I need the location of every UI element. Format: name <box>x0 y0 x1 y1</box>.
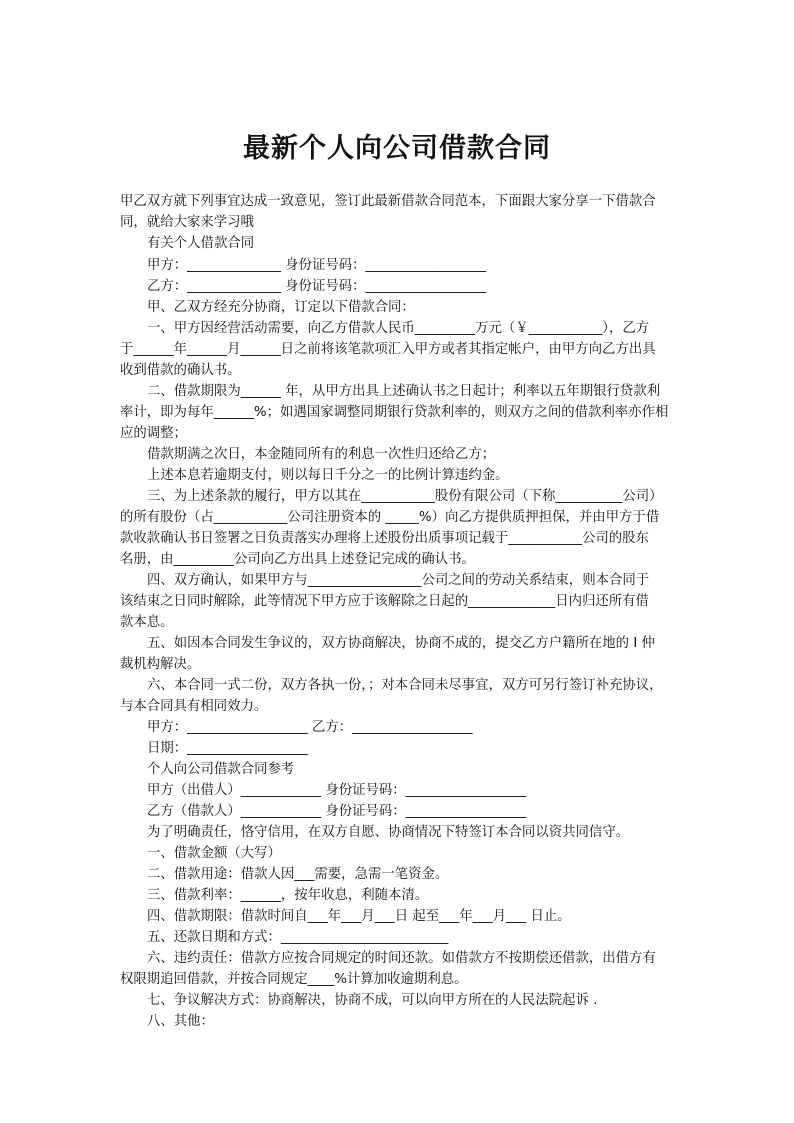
paragraph-line: 四、双方确认，如果甲方与_________________公司之间的劳动关系结束，则本合同于 <box>147 573 650 588</box>
paragraph-line: 上述本息若逾期支付，则以每日千分之一的比例计算违约金。 <box>147 468 509 483</box>
paragraph-line: 应的调整； <box>120 426 187 441</box>
paragraph-line: 为了明确责任，恪守信用，在双方自愿、协商情况下特签订本合同以资共同信守。 <box>147 825 630 840</box>
paragraph-line: 于______年______月______日之前将该笔款项汇入甲方或者其指定帐户，由甲方向乙方出具 <box>120 342 656 357</box>
paragraph-line: 同，就给大家来学习哦 <box>120 215 254 230</box>
signature-line: 甲方：__________________ 乙方：__________________ <box>147 720 473 735</box>
paragraph-line: 的所有股份（占___________公司注册资本的 _____%）向乙方提供质押担保，并由甲方于借 <box>120 510 660 525</box>
paragraph-line: 借款期满之次日，本金随同所有的利息一次性归还给乙方； <box>147 447 496 462</box>
paragraph-line: 四、借款期限：借款时间自___年___月___日 起至___年___月___ 日止。 <box>147 909 571 924</box>
paragraph-line: 有关个人借款合同 <box>147 236 255 251</box>
paragraph-line: 一、甲方因经营活动需要，向乙方借款人民币_________万元（￥___________），乙方 <box>147 321 650 336</box>
paragraph-line: 五、如因本合同发生争议的，双方协商解决，协商不成的，提交乙方户籍所在地的 I 仲 <box>147 636 655 651</box>
paragraph-line: 甲乙双方就下列事宜达成一致意见，签订此最新借款合同范本，下面跟大家分享一下借款合 <box>120 194 656 209</box>
paragraph-line: 乙方（借款人）____________ 身份证号码：__________________ <box>147 804 527 819</box>
paragraph-line: 甲方（出借人）____________ 身份证号码：__________________ <box>147 783 527 798</box>
document-title: 最新个人向公司借款合同 <box>243 133 551 164</box>
paragraph-line: 二、借款期限为______ 年，从甲方出具上述确认书之日起计；利率以五年期银行贷款利 <box>147 384 661 399</box>
paragraph-line: 该结束之日同时解除，此等情况下甲方应于该解除之日起的_____________日内归还所有借 <box>120 594 649 609</box>
paragraph-line: 款收款确认书日签署之日负责落实办理将上述股份出质事项记载于___________公司的股东 <box>120 531 649 546</box>
paragraph-line: 与本合同具有相同效力。 <box>120 699 268 714</box>
paragraph-line: 收到借款的确认书。 <box>120 363 241 378</box>
paragraph-line: 一、借款金额（大写） <box>147 846 281 861</box>
paragraph-line: 三、借款利率：______，按年收息，利随本清。 <box>147 888 429 903</box>
paragraph-line: 裁机构解决。 <box>120 657 201 672</box>
paragraph-line: 八、其他： <box>147 1014 214 1029</box>
section-heading: 个人向公司借款合同参考 <box>147 762 295 777</box>
paragraph-line: 二、借款用途：借款人因___需要，急需一笔资金。 <box>147 867 449 882</box>
paragraph-line: 三、为上述条款的履行，甲方以其在___________股份有限公司（下称__________公司） <box>147 489 663 504</box>
paragraph-line: 乙方：______________ 身份证号码：__________________ <box>147 279 487 294</box>
date-line: 日期：__________________ <box>147 741 308 756</box>
paragraph-line: 款本息。 <box>120 615 174 630</box>
paragraph-line: 六、本合同一式二份，双方各执一份，；对本合同未尽事宜，双方可另行签订补充协议， <box>147 678 663 693</box>
paragraph-line: 名册，由_________公司向乙方出具上述登记完成的确认书。 <box>120 552 475 567</box>
paragraph-line: 甲方：______________ 身份证号码：__________________ <box>147 258 487 273</box>
paragraph-line: 七、争议解决方式：协商解决，协商不成，可以向甲方所在的人民法院起诉 . <box>147 993 598 1008</box>
paragraph-line: 率计，即为每年______%；如遇国家调整同期银行贷款利率的，则双方之间的借款利率亦作相 <box>120 405 669 420</box>
paragraph-line: 甲、乙双方经充分协商，订定以下借款合同： <box>147 300 415 315</box>
paragraph-line: 权限期追回借款，并按合同规定____%计算加收逾期利息。 <box>120 972 468 987</box>
paragraph-line: 五、还款日期和方式：_________________________ <box>147 930 449 945</box>
paragraph-line: 六、违约责任：借款方应按合同规定的时间还款。如借款方不按期偿还借款，出借方有 <box>147 951 656 966</box>
